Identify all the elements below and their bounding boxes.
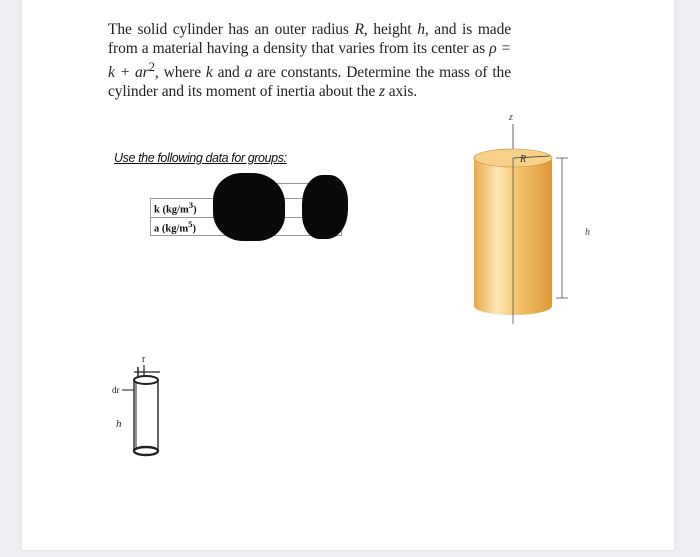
- sketch-dr-label: dr: [112, 385, 120, 395]
- radius-label: R: [520, 154, 527, 165]
- z-axis-label: z: [509, 112, 513, 123]
- sketch-r-label: r: [142, 355, 146, 365]
- table-row-label: a $(kg/m^5)$: [151, 217, 228, 236]
- problem-statement: The solid cylinder has an outer radius R, height h, and is made from a material having a density that varies from its center as $\rho = k + ar^2$, where k and a are constants. Determine the mass of the cylinder and its moment of inertia about the z axis.: [108, 21, 512, 100]
- redaction-blot: [302, 175, 348, 239]
- hand-sketch: [110, 355, 180, 465]
- redaction-blot: [213, 173, 285, 241]
- cylinder-figure: [464, 110, 594, 325]
- sketch-h-label: h: [116, 418, 122, 430]
- data-note: Use the following data for groups:: [114, 151, 287, 165]
- height-label: h: [585, 227, 590, 238]
- table-row-label: k $(kg/m^3)$: [151, 199, 228, 218]
